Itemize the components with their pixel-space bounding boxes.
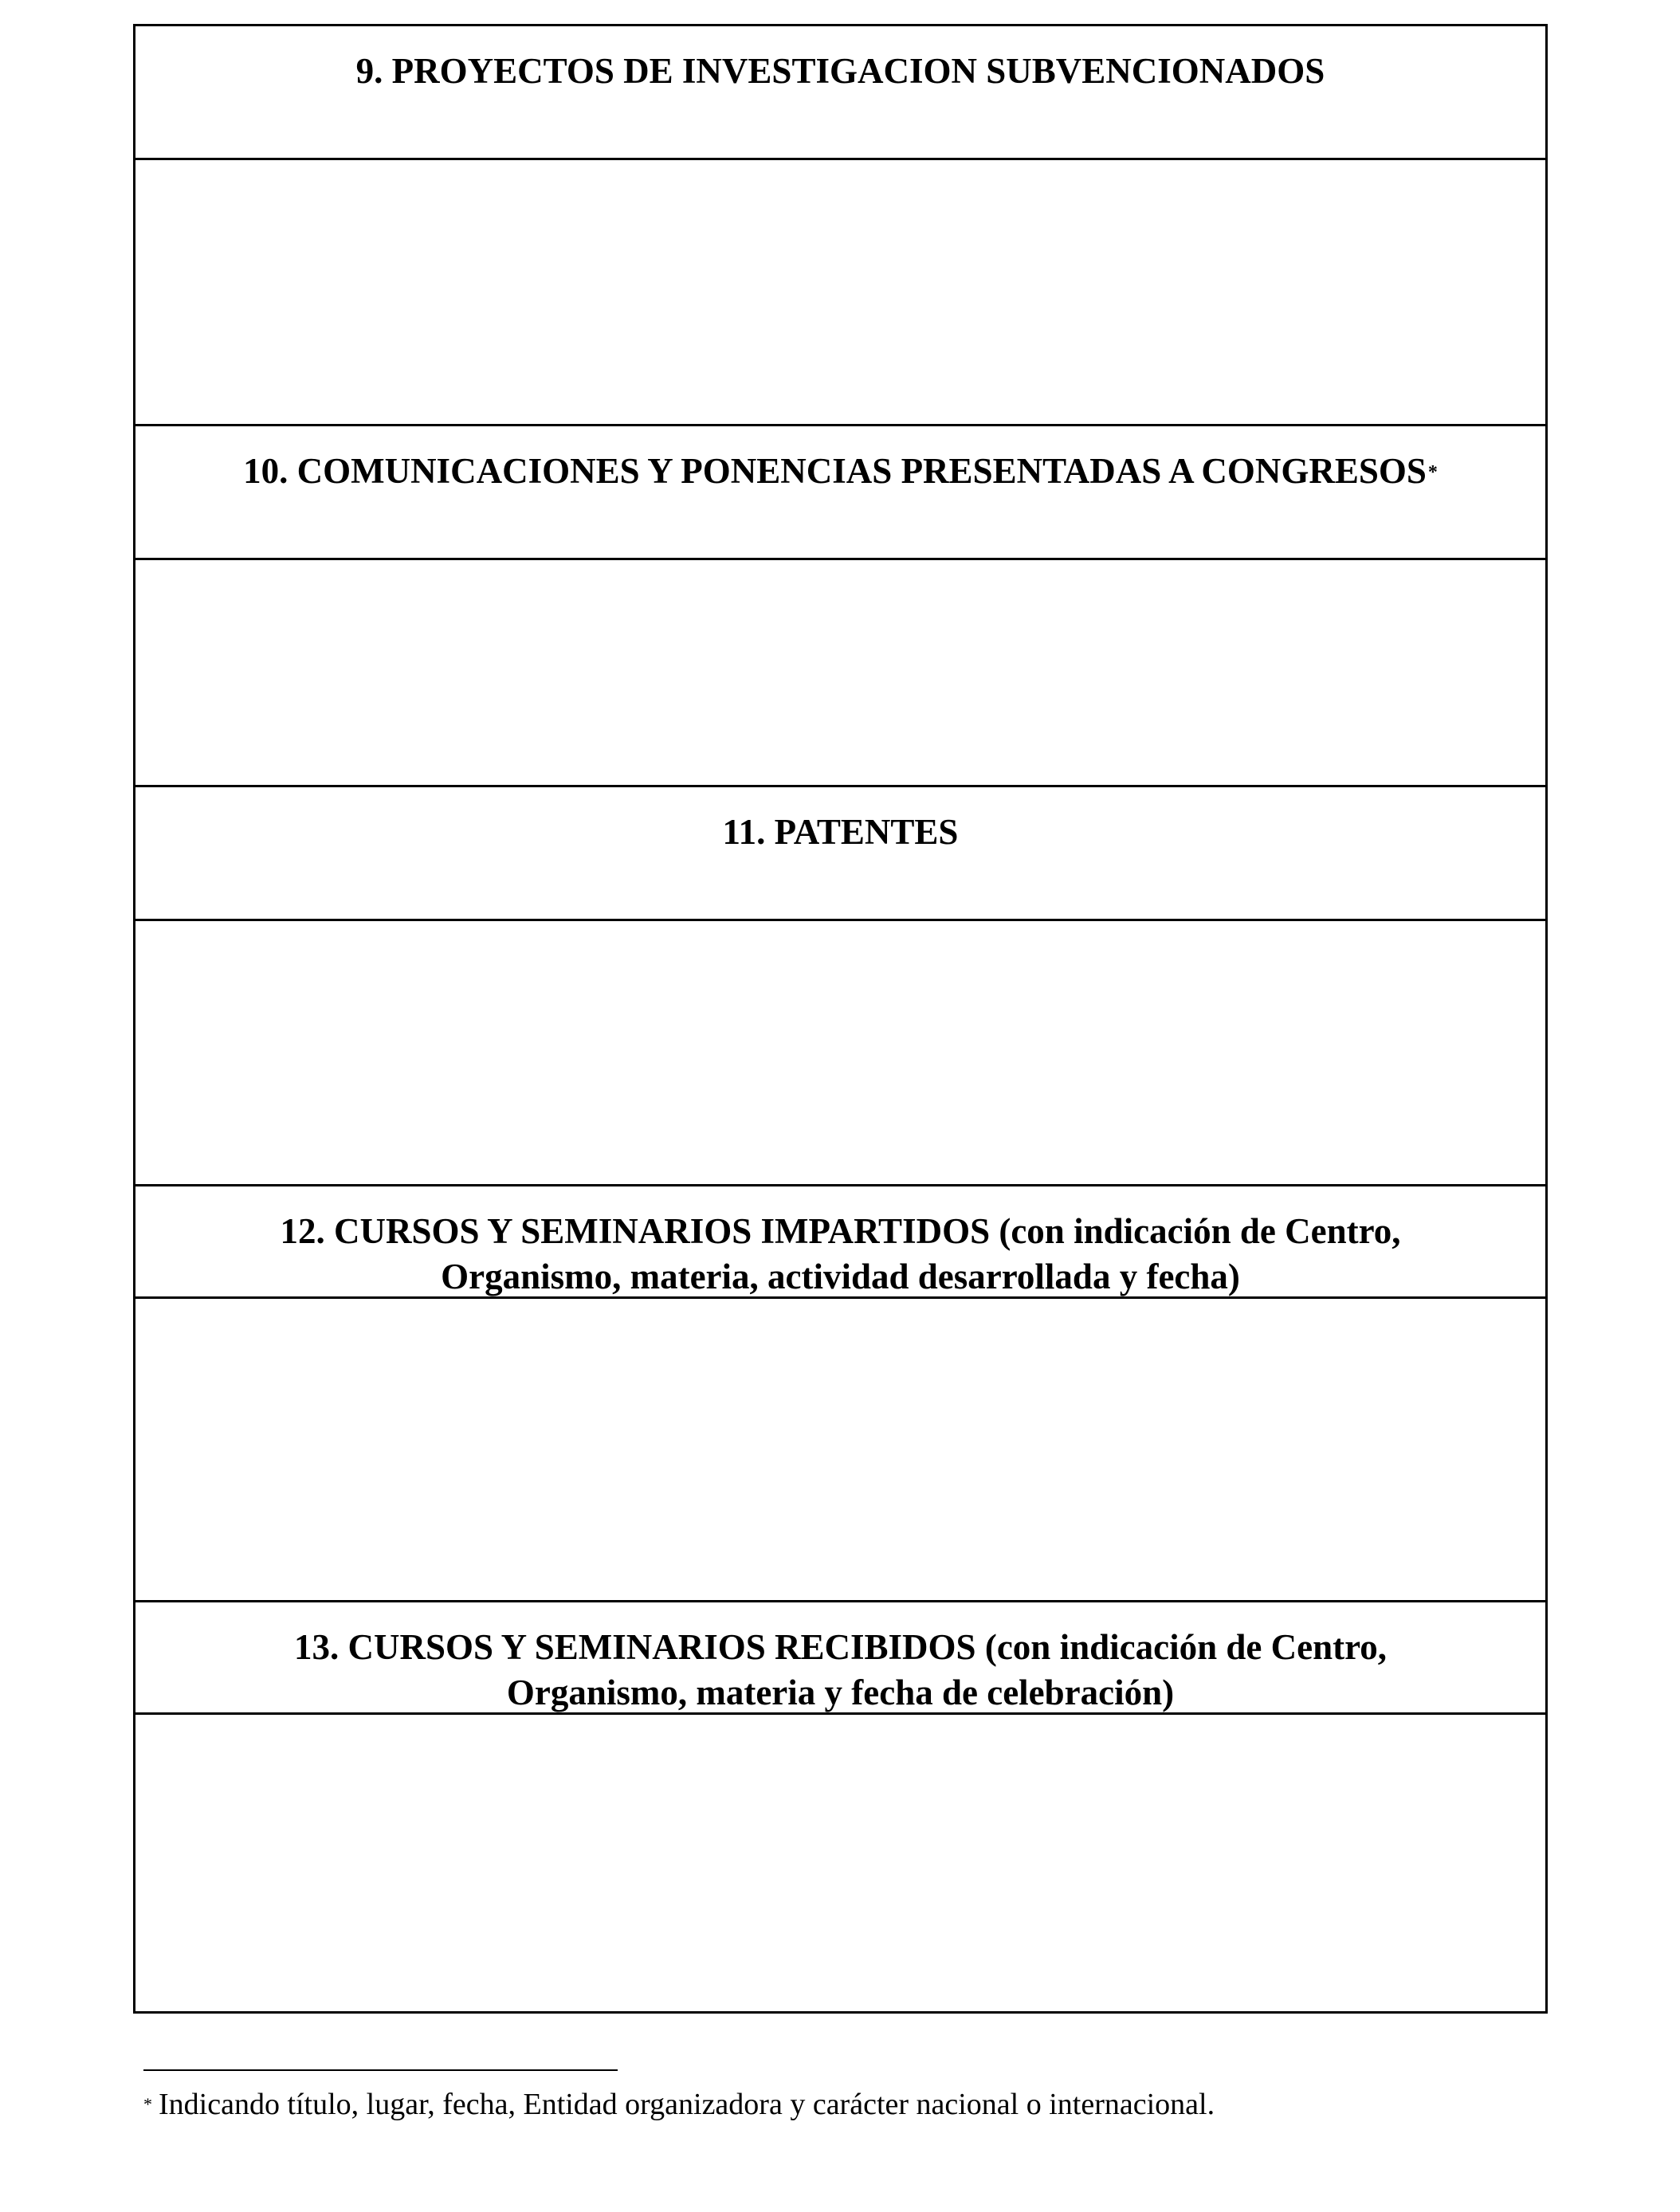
section-10-title: 10. COMUNICACIONES Y PONENCIAS PRESENTADAS A CONGRESOS	[243, 451, 1427, 491]
section-13-header	[135, 1602, 1545, 1715]
footnote-separator	[143, 2069, 618, 2071]
section-9-title: 9. PROYECTOS DE INVESTIGACION SUBVENCIONADOS	[355, 51, 1325, 91]
section-11-header	[135, 787, 1545, 921]
section-13-content-field[interactable]	[135, 1715, 1545, 2011]
section-11-content-field[interactable]	[135, 921, 1545, 1186]
section-13-title-line2: Organismo, materia y fecha de celebración)	[506, 1673, 1175, 1712]
section-12-header	[135, 1186, 1545, 1299]
section-10-header	[135, 426, 1545, 560]
section-13-title-line1: 13. CURSOS Y SEMINARIOS RECIBIDOS (con indicación de Centro,	[293, 1627, 1387, 1667]
section-12-title-line2: Organismo, materia, actividad desarrollada y fecha)	[441, 1257, 1240, 1296]
footnote-reference-mark: *	[1427, 462, 1438, 483]
section-12-content-field[interactable]	[135, 1299, 1545, 1602]
section-10-content-field[interactable]	[135, 560, 1545, 787]
section-9-content-field[interactable]	[135, 160, 1545, 426]
footnote	[143, 2085, 1215, 2124]
footnote-mark: *	[143, 2094, 152, 2114]
footnote-text: Indicando título, lugar, fecha, Entidad organizadora y carácter nacional o internacional.	[159, 2088, 1215, 2121]
cv-form-table	[133, 24, 1548, 2014]
section-11-title: 11. PATENTES	[722, 812, 959, 852]
section-9-header	[135, 26, 1545, 160]
section-12-title-line1: 12. CURSOS Y SEMINARIOS IMPARTIDOS (con indicación de Centro,	[280, 1211, 1401, 1251]
